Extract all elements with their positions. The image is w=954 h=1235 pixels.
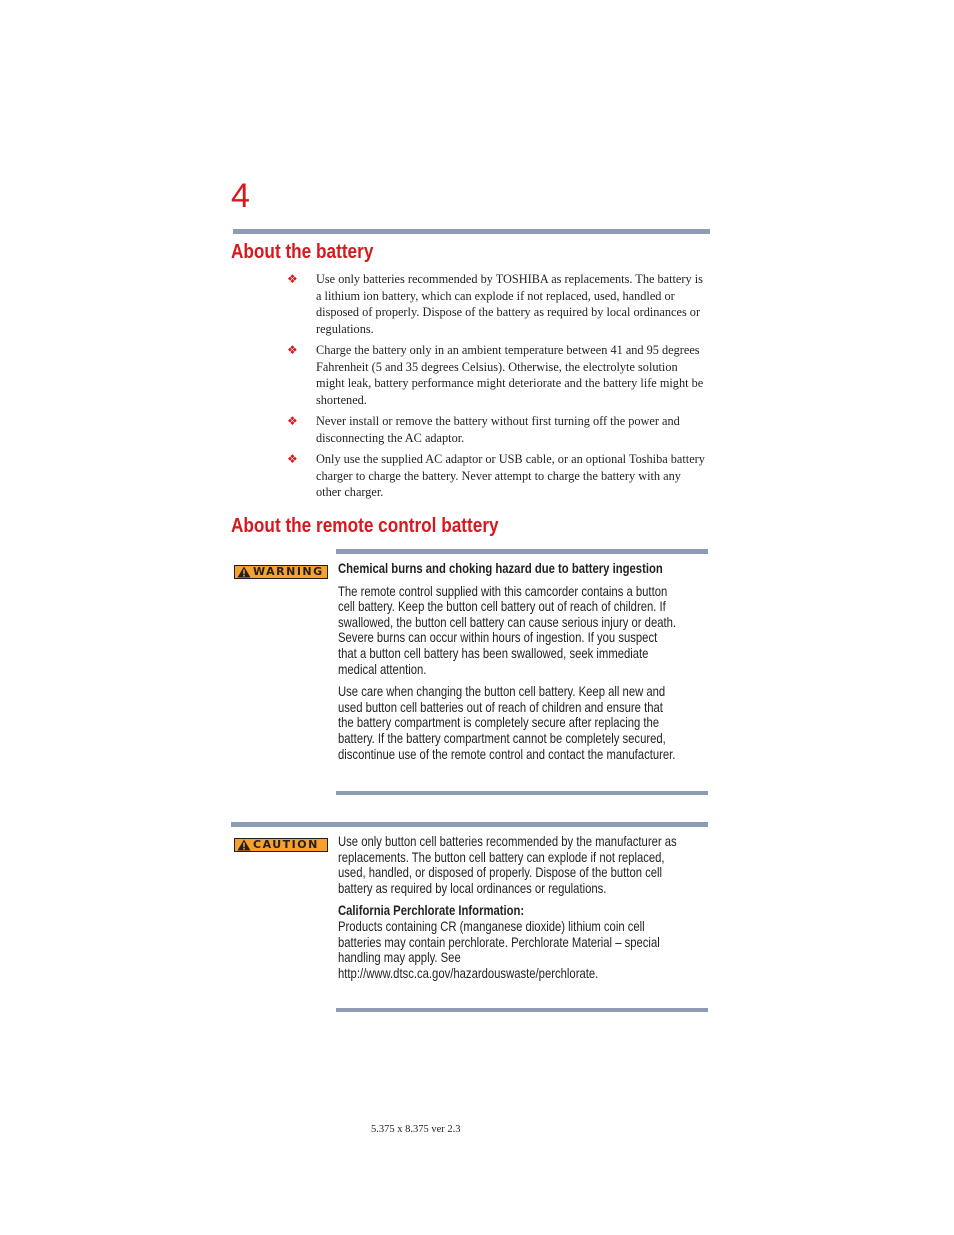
caution-top-rule	[231, 822, 708, 827]
perchlorate-title: California Perchlorate Information:	[338, 903, 525, 919]
caution-badge	[234, 838, 328, 852]
diamond-bullet-icon: ❖	[287, 272, 298, 286]
bullet-text: Only use the supplied AC adaptor or USB cable, or an optional Toshiba battery charger to charge the battery. Never attempt to charge the battery with any other charger.	[316, 452, 705, 499]
caution-bottom-rule	[336, 1008, 708, 1012]
footer-version: 5.375 x 8.375 ver 2.3	[371, 1124, 461, 1135]
battery-bullet-list	[287, 271, 707, 506]
caution-body	[338, 834, 678, 988]
warning-triangle-icon	[237, 566, 251, 578]
diamond-bullet-icon: ❖	[287, 452, 298, 466]
diamond-bullet-icon: ❖	[287, 414, 298, 428]
heading-remote-battery: About the remote control battery	[231, 515, 499, 537]
warning-bottom-rule	[336, 791, 708, 795]
list-item	[287, 342, 707, 408]
list-item	[287, 413, 707, 446]
caution-paragraph: Use only button cell batteries recommended by the manufacturer as replacements. The button cell battery can explode if not replaced, used, handled, or disposed of properly. Dispose of the button cell battery as required by local ordinances or regulations.	[338, 834, 677, 896]
warning-title: Chemical burns and choking hazard due to battery ingestion	[338, 561, 663, 576]
perchlorate-text: Products containing CR (manganese dioxide) lithium coin cell batteries may contain perchlorate. Perchlorate Material – special handling may apply. See http://www.dtsc.ca.gov/hazardouswaste/perchlorate.	[338, 918, 660, 981]
page-number: 4	[231, 177, 250, 215]
heading-about-battery: About the battery	[231, 241, 374, 263]
top-rule	[233, 229, 710, 234]
diamond-bullet-icon: ❖	[287, 343, 298, 357]
warning-top-rule	[336, 549, 708, 554]
warning-body	[338, 561, 678, 769]
bullet-text: Use only batteries recommended by TOSHIBA as replacements. The battery is a lithium ion battery, which can explode if not replaced, used, handled or disposed of properly. Dispose of the battery as required by local ordinances or regulations.	[316, 272, 703, 336]
warning-paragraph: The remote control supplied with this camcorder contains a button cell battery. Keep the button cell battery out of reach of children. If swallowed, the button cell battery can cause serious injury or death. Severe burns can occur within hours of ingestion. If you suspect that a button cell battery has been swallowed, seek immediate medical attention.	[338, 583, 677, 677]
bullet-text: Never install or remove the battery without first turning off the power and disconnecting the AC adaptor.	[316, 414, 680, 445]
warning-badge	[234, 565, 328, 579]
warning-paragraph: Use care when changing the button cell battery. Keep all new and used button cell batteries out of reach of children and ensure that the battery compartment is completely secure after replacing the battery. If the battery compartment cannot be completely secured, discontinue use of the remote control and contact the manufacturer.	[338, 684, 676, 762]
list-item	[287, 451, 707, 501]
bullet-text: Charge the battery only in an ambient temperature between 41 and 95 degrees Fahrenheit (5 and 35 degrees Celsius). Otherwise, the electrolyte solution might leak, battery performance might deteriorate and the battery life might be shortened.	[316, 343, 704, 407]
list-item	[287, 271, 707, 337]
caution-badge-label: CAUTION	[253, 838, 319, 851]
warning-badge-label: WARNING	[253, 565, 324, 578]
caution-triangle-icon	[237, 839, 251, 851]
